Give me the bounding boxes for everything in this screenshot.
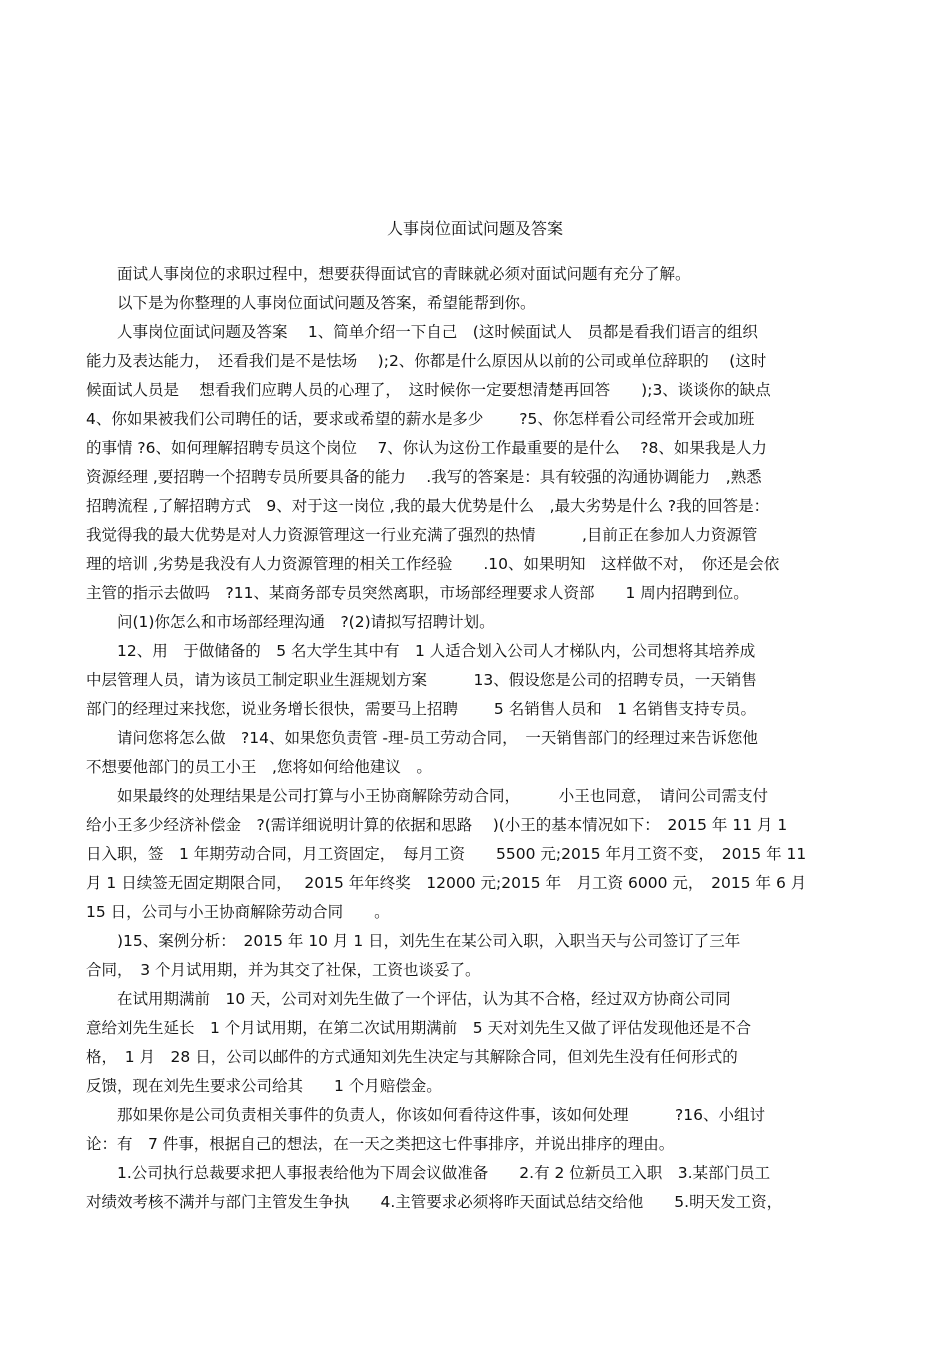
text-line: 招聘流程 ,了解招聘方式 9、对于这一岗位 ,我的最大优势是什么 ,最大劣势是什么 ?我的回答是：	[86, 497, 770, 515]
text-line: 在试用期满前 10 天，公司对刘先生做了一个评估，认为其不合格，经过双方协商公司同	[86, 990, 731, 1008]
text-line: 资源经理 ,要招聘一个招聘专员所要具备的能力 .我写的答案是：具有较强的沟通协调能力 ,熟悉	[86, 468, 762, 486]
text-line: 请问您将怎么做 ?14、如果您负责管 -理-员工劳动合同， 一天销售部门的经理过来告诉您他	[86, 729, 758, 747]
text-line: 面试人事岗位的求职过程中，想要获得面试官的青睐就必须对面试问题有充分了解。	[86, 265, 691, 283]
text-line: 部门的经理过来找您，说业务增长很快，需要马上招聘 5 名销售人员和 1 名销售支持专员。	[86, 700, 757, 718]
text-line: 格， 1 月 28 日，公司以邮件的方式通知刘先生决定与其解除合同，但刘先生没有任何形式的	[86, 1048, 738, 1066]
text-line: 4、你如果被我们公司聘任的话，要求或希望的薪水是多少 ?5、你怎样看公司经常开会或加班	[86, 410, 755, 428]
text-line: 日入职，签 1 年期劳动合同，月工资固定， 每月工资 5500 元;2015 年月工资不变， 2015 年 11	[86, 845, 807, 863]
text-line: 以下是为你整理的人事岗位面试问题及答案，希望能帮到你。	[86, 294, 536, 312]
text-line: 对绩效考核不满并与部门主管发生争执 4.主管要求必须将昨天面试总结交给他 5.明天发工资，	[86, 1193, 783, 1211]
text-line: 如果最终的处理结果是公司打算与小王协商解除劳动合同， 小王也同意， 请问公司需支付	[86, 787, 769, 805]
document-body	[86, 260, 866, 1217]
text-line: 候面试人员是 想看我们应聘人员的心理了， 这时候你一定要想清楚再回答 );3、谈谈你的缺点	[86, 381, 771, 399]
text-line: 问(1)你怎么和市场部经理沟通 ?(2)请拟写招聘计划。	[86, 613, 495, 631]
text-line: 月 1 日续签无固定期限合同， 2015 年年终奖 12000 元;2015 年 月工资 6000 元， 2015 年 6 月	[86, 874, 807, 892]
text-line: 理的培训 ,劣势是我没有人力资源管理的相关工作经验 .10、如果明知 这样做不对， 你还是会依	[86, 555, 780, 573]
text-line: 15 日，公司与小王协商解除劳动合同 。	[86, 903, 390, 921]
text-line: 我觉得我的最大优势是对人力资源管理这一行业充满了强烈的热情 ,目前正在参加人力资源管	[86, 526, 758, 544]
text-line: 那如果你是公司负责相关事件的负责人，你该如何看待这件事，该如何处理 ?16、小组讨	[86, 1106, 765, 1124]
text-line: )15、案例分析： 2015 年 10 月 1 日，刘先生在某公司入职，入职当天与公司签订了三年	[86, 932, 741, 950]
text-line: 反馈，现在刘先生要求公司给其 1 个月赔偿金。	[86, 1077, 442, 1095]
text-line: 不想要他部门的员工小王 ,您将如何给他建议 。	[86, 758, 432, 776]
document-title: 人事岗位面试问题及答案	[386, 219, 563, 238]
text-line: 意给刘先生延长 1 个月试用期，在第二次试用期满前 5 天对刘先生又做了评估发现他还是不合	[86, 1019, 752, 1037]
text-line: 能力及表达能力， 还看我们是不是怯场 );2、你都是什么原因从以前的公司或单位辞职的 (这时	[86, 352, 767, 370]
text-line: 论：有 7 件事，根据自己的想法，在一天之类把这七件事排序，并说出排序的理由。	[86, 1135, 675, 1153]
text-line: 合同， 3 个月试用期，并为其交了社保，工资也谈妥了。	[86, 961, 481, 979]
text-line: 给小王多少经济补偿金 ?(需详细说明计算的依据和思路 )(小王的基本情况如下： 2015 年 11 月 1	[86, 816, 788, 834]
text-line: 人事岗位面试问题及答案 1、简单介绍一下自己 (这时候面试人 员都是看我们语言的组织	[86, 323, 758, 341]
text-line: 1.公司执行总裁要求把人事报表给他为下周会议做准备 2.有 2 位新员工入职 3.某部门员工	[86, 1164, 771, 1182]
text-line: 中层管理人员，请为该员工制定职业生涯规划方案 13、假设您是公司的招聘专员，一天销售	[86, 671, 757, 689]
text-line: 主管的指示去做吗 ?11、某商务部专员突然离职，市场部经理要求人资部 1 周内招聘到位。	[86, 584, 749, 602]
text-line: 的事情 ?6、如何理解招聘专员这个岗位 7、你认为这份工作最重要的是什么 ?8、如果我是人力	[86, 439, 767, 457]
text-line: 12、用 于做储备的 5 名大学生其中有 1 人适合划入公司人才梯队内，公司想将其培养成	[86, 642, 756, 660]
